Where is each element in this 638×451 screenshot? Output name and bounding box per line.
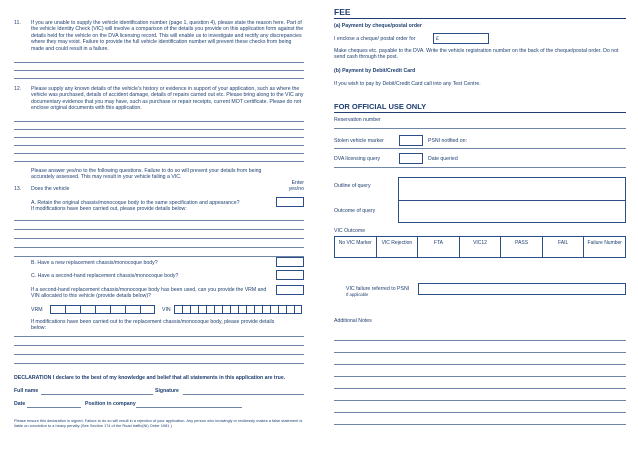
vrm-cell[interactable] [80, 305, 95, 314]
cheque-amount-field[interactable] [433, 33, 489, 44]
q12-answer-line[interactable] [14, 121, 304, 122]
notes-line[interactable] [334, 400, 626, 401]
failure-psni-label: VIC failure referred to PSNI [346, 286, 410, 292]
vrm-cell[interactable] [50, 305, 65, 314]
vrm-cell[interactable] [95, 305, 110, 314]
replacement-details-line[interactable] [14, 336, 304, 337]
vrm-cells[interactable] [50, 305, 155, 314]
notes-line[interactable] [334, 364, 626, 365]
payment-b-label: (b) Payment by Debit/Credit Card [334, 68, 416, 74]
vin-cell[interactable] [262, 305, 270, 314]
replacement-details-line[interactable] [14, 345, 304, 346]
notes-line[interactable] [334, 340, 626, 341]
failure-psni-box[interactable] [418, 283, 626, 295]
replacement-details-line[interactable] [14, 363, 304, 364]
modification-note: If modifications have been carried out to the replacement chassis/monocoque body, please provide details below: [31, 319, 275, 332]
q11-number: 11. [14, 20, 21, 26]
question-c-note: If a second-hand replacement chassis/monocoque body has been used, can you provide the VRM and VIN allocated to this vehicle (provide details below)? [31, 287, 267, 300]
question-a-note: If modifications have been carried out, please provide details below: [31, 206, 187, 212]
vic-outcome-table [334, 236, 626, 258]
dva-query-box[interactable] [399, 153, 423, 164]
question-a: A. Retain the original chassis/monocoque body to the same specification and appearance? [31, 200, 240, 206]
notes-line[interactable] [334, 388, 626, 389]
notes-line[interactable] [334, 424, 626, 425]
query-divider [398, 200, 626, 201]
signature-label: Signature [155, 388, 179, 394]
official-title-rule [334, 112, 626, 113]
enclosed-label: I enclose a cheque/ postal order for [334, 36, 416, 42]
outcome-vic12[interactable]: VIC12 [460, 237, 502, 257]
full-name-label: Full name [14, 388, 39, 394]
vrm-cell[interactable] [110, 305, 125, 314]
q11-answer-line[interactable] [14, 70, 304, 71]
vin-cell[interactable] [286, 305, 294, 314]
outcome-vic-rejection[interactable]: VIC Rejection [377, 237, 419, 257]
vrm-cell[interactable] [65, 305, 80, 314]
q12-text: Please supply any known details of the vehicle's history or evidence in support of your application, such as where the vehicle was purchased, details of accident damage, details of repairs carried out etc. Please bring along to the VIC any documentary evidence that you may have, such as purchase or repair receipts, current MOT certificate. Please do not enclose original documents with this application. [31, 86, 304, 112]
mod-details-line[interactable] [14, 256, 304, 257]
replacement-details-line[interactable] [14, 354, 304, 355]
outcome-fta[interactable]: FTA [418, 237, 460, 257]
question-c-answer-box[interactable] [276, 270, 304, 280]
question-b-answer-box[interactable] [276, 257, 304, 267]
official-use-title: FOR OFFICIAL USE ONLY [334, 102, 427, 111]
question-c-note-answer-box[interactable] [276, 285, 304, 295]
position-label: Position in company [85, 401, 136, 407]
outcome-failure-number[interactable]: Failure Number [587, 240, 622, 246]
stolen-marker-box[interactable] [399, 135, 423, 146]
vin-cell[interactable] [174, 305, 182, 314]
vin-cell[interactable] [294, 305, 302, 314]
vin-cell[interactable] [206, 305, 214, 314]
vin-cell[interactable] [246, 305, 254, 314]
question-b: B. Have a new replacement chassis/monocoque body? [31, 260, 158, 266]
outcome-no-vic-marker[interactable]: No VIC Marker [335, 237, 377, 257]
card-note: If you wish to pay by Debit/Credit Card call into any Test Centre. [334, 81, 481, 87]
mod-details-line[interactable] [14, 247, 304, 248]
signature-field[interactable] [183, 394, 304, 395]
date-queried-label: Date queried [428, 156, 458, 162]
question-a-answer-box[interactable] [276, 197, 304, 207]
vin-label: VIN [162, 307, 171, 313]
cheque-note: Make cheques etc. payable to the DVA. Write the vehicle registration number on the back of the cheque/postal order. Do not send cash through the post. [334, 48, 619, 61]
outcome-query-label: Outcome of query [334, 208, 376, 214]
additional-notes-label: Additional Notes [334, 318, 372, 324]
q12-answer-line[interactable] [14, 137, 304, 138]
yesno-label: yes/no [288, 186, 304, 192]
mod-details-line[interactable] [14, 220, 304, 221]
q11-answer-line[interactable] [14, 62, 304, 63]
vrm-cell[interactable] [125, 305, 140, 314]
vin-cell[interactable] [190, 305, 198, 314]
outcome-pass[interactable]: PASS [501, 237, 543, 257]
dva-query-label: DVA licensing query [334, 156, 381, 162]
outline-query-label: Outline of query [334, 183, 371, 189]
q12-answer-line[interactable] [14, 161, 304, 162]
q12-answer-line[interactable] [14, 153, 304, 154]
mod-details-line[interactable] [14, 238, 304, 239]
vrm-cell[interactable] [140, 305, 155, 314]
vin-cell[interactable] [230, 305, 238, 314]
fee-title: FEE [334, 7, 351, 17]
declaration-text: DECLARATION I declare to the best of my knowledge and belief that all statements in this application are true. [14, 375, 286, 381]
q12-number: 12. [14, 86, 22, 92]
notes-line[interactable] [334, 412, 626, 413]
vin-cell[interactable] [270, 305, 278, 314]
notes-line[interactable] [334, 376, 626, 377]
outcome-fail[interactable]: FAIL [543, 237, 585, 257]
stolen-marker-label: Stolen vehicle marker [334, 138, 384, 144]
yesno-intro: Please answer yes/no to the following questions. Failure to do so will prevent your details from being accurately assessed. This may result in your vehicle failing a VIC. [31, 168, 262, 181]
mod-details-line[interactable] [14, 229, 304, 230]
vrm-label: VRM [31, 307, 43, 313]
q11-answer-line[interactable] [14, 78, 304, 79]
if-applicable-label: If applicable [346, 292, 369, 297]
enter-label: Enter [291, 180, 304, 186]
vic-outcome-label: VIC Outcome [334, 228, 366, 234]
vin-cell[interactable] [182, 305, 190, 314]
vin-cell[interactable] [254, 305, 262, 314]
q13-text: Does the vehicle [31, 186, 70, 192]
reservation-label: Reservation number [334, 117, 381, 123]
vin-cell[interactable] [198, 305, 206, 314]
q11-text: If you are unable to supply the vehicle identification number (page 1, question 4), please state the reason here. Part of the vehicle Identity Check (VIC) will involve a comparison of the details you provide on this application form against the details held for the vehicle on the DVA licensing record. This will enable us to investigate and rectify any discrepancies where they may exist. Failure to provide the full vehicle identification number will prevent these checks from being made and could result in a failure. [31, 20, 304, 52]
vin-cell[interactable] [278, 305, 286, 314]
notes-line[interactable] [334, 352, 626, 353]
q12-answer-line[interactable] [14, 129, 304, 130]
dva-rule [334, 167, 626, 168]
stolen-rule [334, 148, 626, 149]
fee-title-rule [334, 18, 626, 19]
reservation-rule[interactable] [334, 128, 626, 129]
currency-symbol: £ [436, 36, 439, 42]
psni-notified-label: PSNI notified on: [428, 138, 467, 144]
position-field[interactable] [136, 407, 242, 408]
vin-cells[interactable] [174, 305, 304, 314]
question-c: C. Have a second-hand replacement chassis/monocoque body? [31, 273, 179, 279]
vin-cell[interactable] [238, 305, 246, 314]
payment-a-label: (a) Payment by cheque/postal order [334, 23, 422, 29]
vin-cell[interactable] [222, 305, 230, 314]
full-name-field[interactable] [41, 394, 153, 395]
vin-cell[interactable] [214, 305, 222, 314]
footnote: Please ensure this declaration is signed. Failure to do so will result in a rejection of your application. Any person who knowingly or recklessly makes a false statement is liable on conviction to a heavy penalty (See Section 174 of the Road traffic(NI) Order 1981 ) [14, 418, 303, 428]
q13-number: 13. [14, 186, 22, 192]
date-field[interactable] [27, 407, 81, 408]
date-label: Date [14, 401, 26, 407]
q12-answer-line[interactable] [14, 145, 304, 146]
